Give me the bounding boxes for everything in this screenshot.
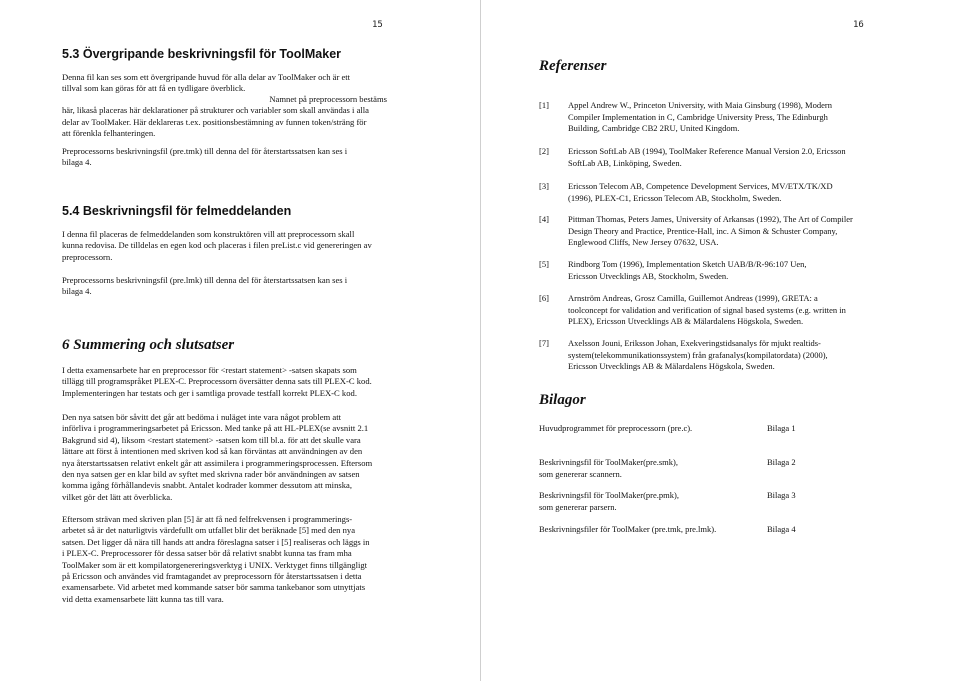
text-line: bilaga 4. — [62, 157, 92, 168]
reference-item — [539, 214, 882, 249]
text-line: här, likaså placeras här deklarationer på strukturer och variabler som skall användas i alla — [62, 105, 369, 116]
text-line: vilket gör det lätt att överblicka. — [62, 491, 173, 502]
reference-number: [4] — [539, 214, 549, 224]
text-line: Bakgrund sid 4), liksom <restart statement> -satsen kom till bl.a. för att det skulle vara — [62, 434, 361, 445]
text-line: Den nya satsen bör såvitt det går att bedöma i nuläget inte vara något problem att — [62, 412, 341, 422]
reference-line: PLEX), Ericsson Utvecklings AB & Mälardalens Högskola, Sweden. — [568, 316, 804, 327]
appendix-label: Bilaga 1 — [767, 423, 796, 433]
reference-number: [6] — [539, 293, 549, 303]
appendix-name-line: som genererar scannern. — [539, 468, 622, 479]
reference-number: [7] — [539, 338, 549, 348]
text-line: nya återstartssatsen relativt enkelt går att assimilera i programmeringsprocessen. Eftersom — [62, 457, 373, 468]
text-line: vid detta examensarbete lätt kunna tas till vara. — [62, 593, 224, 604]
appendix-name-line: Beskrivningsfil för ToolMaker(pre.smk), — [539, 457, 679, 467]
appendix-label: Bilaga 4 — [767, 524, 796, 534]
text-line: delar av ToolMaker. Här deklareras t.ex. positionsbestämning av funnen token/sträng för — [62, 116, 367, 127]
appendix-name-line: Beskrivningsfiler för ToolMaker (pre.tmk, pre.lmk). — [539, 524, 717, 534]
reference-line: Ericsson Telecom AB, Competence Development Services, MV/ETX/TK/XD — [568, 181, 833, 191]
reference-line: Axelsson Jouni, Eriksson Johan, Exekveringstidsanalys för mjukt realtids- — [568, 338, 821, 348]
text-line: Preprocessorns beskrivningsfil (pre.lmk) till denna del för återstartssatsen kan ses i — [62, 275, 348, 285]
reference-item — [539, 100, 882, 135]
reference-line: Appel Andrew W., Princeton University, with Maia Ginsburg (1998), Modern — [568, 100, 832, 110]
reference-line: SoftLab AB, Linköping, Sweden. — [568, 157, 682, 168]
text-line: i PLEX-C. Preprocessorer för dessa satser bör då relativt snabbt kunna tas fram mha — [62, 548, 352, 559]
text-line: preprocessorn. — [62, 251, 113, 262]
section-5-3-paragraph-3 — [62, 146, 387, 169]
reference-item — [539, 338, 882, 373]
text-line: Preprocessorns beskrivningsfil (pre.tmk) till denna del för återstartssatsen kan ses i — [62, 146, 348, 156]
text-line: Namnet på preprocessorn bestäms — [269, 94, 387, 104]
reference-line: Ericsson Utvecklings AB, Stockholm, Sweden. — [568, 270, 729, 281]
reference-line: Pittman Thomas, Peters James, University of Arkansas (1992), The Art of Compiler — [568, 214, 853, 224]
section-5-3-paragraph-1 — [62, 72, 387, 95]
text-line: I detta examensarbete har en preprocessor för <restart statement> -satsen skapats som — [62, 365, 357, 375]
appendix-label: Bilaga 3 — [767, 490, 796, 500]
section-heading-5-4: 5.4 Beskrivningsfil för felmeddelanden — [62, 204, 292, 218]
reference-line: system(telekommunikationssystem) från grafanalys(kompilatordata) (2000), — [568, 349, 828, 360]
section-6-paragraph-3 — [62, 514, 387, 605]
reference-line: Ericsson SoftLab AB (1994), ToolMaker Reference Manual Version 2.0, Ericsson — [568, 146, 846, 156]
section-5-3-paragraph-2 — [62, 94, 387, 140]
reference-line: Englewood Cliffs, New Jersey 07632, USA. — [568, 237, 719, 248]
reference-line: Compiler Implementation in C, Cambridge University Press, The Edinburgh — [568, 111, 828, 122]
appendices-heading: Bilagor — [539, 392, 586, 408]
appendix-label: Bilaga 2 — [767, 457, 796, 467]
text-line: tillägg till programspråket PLEX-C. Preprocessorn översätter denna sats till PLEX-C kod. — [62, 376, 372, 387]
section-6-paragraph-1 — [62, 365, 387, 399]
text-line: Eftersom strävan med skriven plan [5] är att få ned felfrekvensen i programmerings- — [62, 514, 353, 524]
reference-line: (1996), PLEX-C1, Ericsson Telecom AB, Stockholm, Sweden. — [568, 192, 782, 203]
appendix-name-line: som genererar parsern. — [539, 501, 617, 512]
text-line: I denna fil placeras de felmeddelanden som konstruktören vill att preprocessorn skall — [62, 229, 355, 239]
text-line: Denna fil kan ses som ett övergripande huvud för alla delar av ToolMaker och är ett — [62, 72, 351, 82]
page-number: 15 — [372, 20, 383, 30]
appendix-name-line: Beskrivningsfil för ToolMaker(pre.pmk), — [539, 490, 679, 500]
text-line: att förenkla felhanteringen. — [62, 128, 156, 139]
page-number: 16 — [853, 20, 864, 30]
reference-line: toolconcept for validation and verification of signal based systems (e.g. written in — [568, 304, 846, 315]
text-line: lättare att först å intentionen med skriven kod så kan förväntas att användningen av den — [62, 446, 363, 457]
reference-line: Rindborg Tom (1996), Implementation Sketch UAB/B/R-96:107 Uen, — [568, 259, 807, 269]
section-5-4-paragraph-1 — [62, 229, 387, 263]
reference-line: Building, Cambridge CB2 2RU, United Kingdom. — [568, 123, 740, 134]
reference-number: [3] — [539, 181, 549, 191]
section-6-paragraph-2 — [62, 412, 387, 503]
text-line: satsen. Det ligger då nära till hands att andra föreslagna satser i [5] realiseras och läggs in — [62, 536, 370, 547]
appendix-name-line: Huvudprogrammet för preprocessorn (pre.c). — [539, 423, 693, 433]
reference-item — [539, 181, 882, 204]
text-line: arbetet så är det naturligtvis värdefullt om utfallet blir det beräknade [5] med den nya — [62, 525, 356, 536]
text-line: den nya satsen ger en klar bild av syftet med skrivna rader bör användningen av satsen — [62, 469, 360, 480]
text-line: Implementeringen har testats och ger i samtliga provade testfall korrekt PLEX-C kod. — [62, 387, 357, 398]
text-line: examensarbete. Vid arbetet med kommande satser bör samma tankebanor som utnyttjats — [62, 582, 366, 593]
reference-item — [539, 293, 882, 328]
reference-item — [539, 259, 882, 282]
references-heading: Referenser — [539, 58, 607, 74]
section-heading-5-3: 5.3 Övergripande beskrivningsfil för ToolMaker — [62, 47, 342, 61]
reference-number: [1] — [539, 100, 549, 110]
text-line: kunna redovisa. De tilldelas en egen kod och placeras i filen preList.c vid genereringen av — [62, 240, 372, 251]
text-line: på Ericsson och användes vid framtagandet av preprocessorn för återstartssatsen i detta — [62, 571, 362, 582]
reference-line: Design Theory and Practice, Prentice-Hall, inc. A Simon & Schuster Company, — [568, 225, 838, 236]
text-line: bilaga 4. — [62, 286, 92, 297]
reference-number: [5] — [539, 259, 549, 269]
text-line: införliva i programmeringsarbetet på Ericsson. Med tanke på att HL-PLEX(se avsnitt 2.1 — [62, 423, 369, 434]
text-line: tillval som kan göras för att få en tydligare överblick. — [62, 83, 246, 94]
reference-item — [539, 146, 882, 169]
chapter-heading-6: 6 Summering och slutsatser — [62, 337, 235, 353]
right-page — [481, 0, 960, 681]
reference-number: [2] — [539, 146, 549, 156]
reference-line: Arnström Andreas, Grosz Camilla, Guillemot Andreas (1999), GRETA: a — [568, 293, 818, 303]
text-line: ToolMaker som är ett kompilatorgenereringsverktyg i UNIX. Verktyget finns tillgängligt — [62, 559, 368, 570]
text-line: komma igång förhållandevis snabbt. Antalet kodrader kommer dessutom att minska, — [62, 480, 352, 491]
section-5-4-paragraph-2 — [62, 275, 387, 298]
reference-line: Ericsson Utvecklings AB & Mälardalens Högskola, Sweden. — [568, 361, 775, 372]
